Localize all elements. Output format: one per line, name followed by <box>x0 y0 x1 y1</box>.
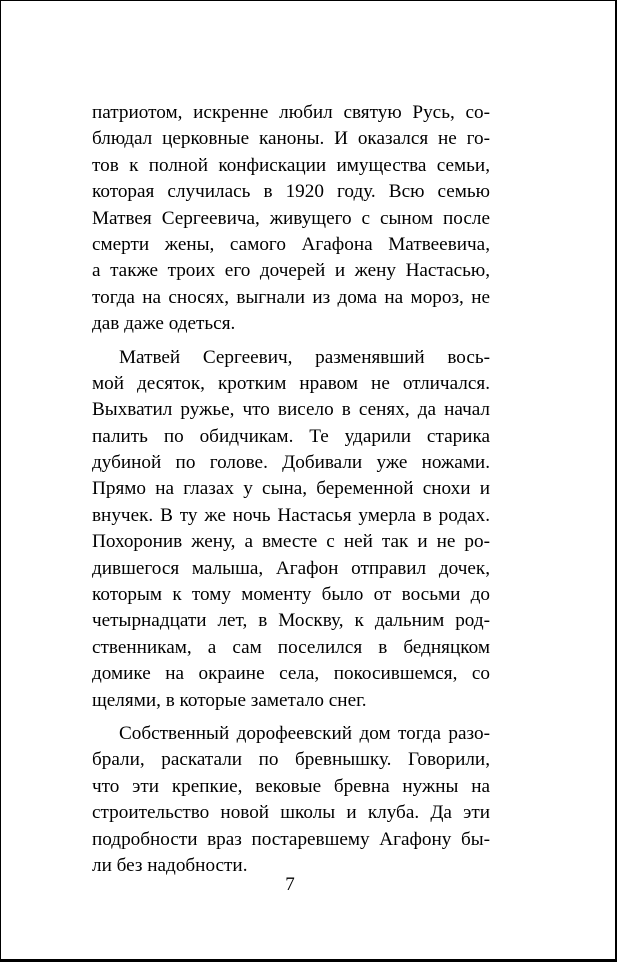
text-line: тогда на сносях, выгнали из дома на мороз, не <box>92 286 490 308</box>
page-number: 7 <box>285 874 295 895</box>
text-line: дубиной по голове. Добивали уже ножами. <box>92 452 490 474</box>
paragraph-3 <box>92 721 490 879</box>
body-text <box>92 100 490 879</box>
text-line: мой десяток, кротким нравом не отличался. <box>92 372 490 394</box>
text-line: щелями, в которые заметало снег. <box>92 689 367 711</box>
text-line: палить по обидчикам. Те ударили старика <box>92 425 490 447</box>
text-line: Собственный дорофеевский дом тогда разо- <box>119 722 490 744</box>
text-line: блюдал церковные каноны. И оказался не го- <box>92 128 490 150</box>
text-line: патриотом, искренне любил святую Русь, со- <box>92 102 490 123</box>
paragraph-gap <box>92 714 490 721</box>
text-line: домике на окраине села, покосившемся, со <box>92 663 490 685</box>
text-line: тов к полной конфискации имущества семьи, <box>92 154 490 176</box>
text-line: строительство новой школы и клуба. Да эти <box>92 802 490 824</box>
text-line: смерти жены, самого Агафона Матвеевича, <box>92 233 490 255</box>
text-line: ственникам, а сам поселился в бедняцком <box>92 636 490 658</box>
text-line: Выхватил ружье, что висело в сенях, да начал <box>92 399 490 421</box>
text-line: четырнадцати лет, в Москву, к дальним род- <box>92 610 490 632</box>
text-line: Прямо на глазах у сына, беременной снохи и <box>92 478 490 500</box>
text-line: дившегося малыша, Агафон отправил дочек, <box>92 557 490 579</box>
text-line: внучек. В ту же ночь Настасья умерла в родах. <box>92 504 490 526</box>
paragraph-gap <box>92 338 490 345</box>
text-line: подробности враз постаревшему Агафону бы- <box>92 828 490 850</box>
text-line: Матвея Сергеевича, живущего с сыном после <box>92 207 490 229</box>
text-line: которая случилась в 1920 году. Всю семью <box>92 181 490 203</box>
text-line: которым к тому моменту было от восьми до <box>92 584 490 606</box>
text-line: а также троих его дочерей и жену Настасью, <box>92 260 490 282</box>
text-line: дав даже одеться. <box>92 313 236 335</box>
text-line: брали, раскатали по бревнышку. Говорили, <box>92 749 490 771</box>
text-line: Матвей Сергеевич, разменявший вось- <box>119 346 490 368</box>
paragraph-1 <box>92 100 490 338</box>
text-line: Похоронив жену, а вместе с ней так и не ро- <box>92 531 490 553</box>
text-line: что эти крепкие, вековые бревна нужны на <box>92 775 490 797</box>
text-line: ли без надобности. <box>92 854 248 876</box>
paragraph-2 <box>92 345 490 714</box>
